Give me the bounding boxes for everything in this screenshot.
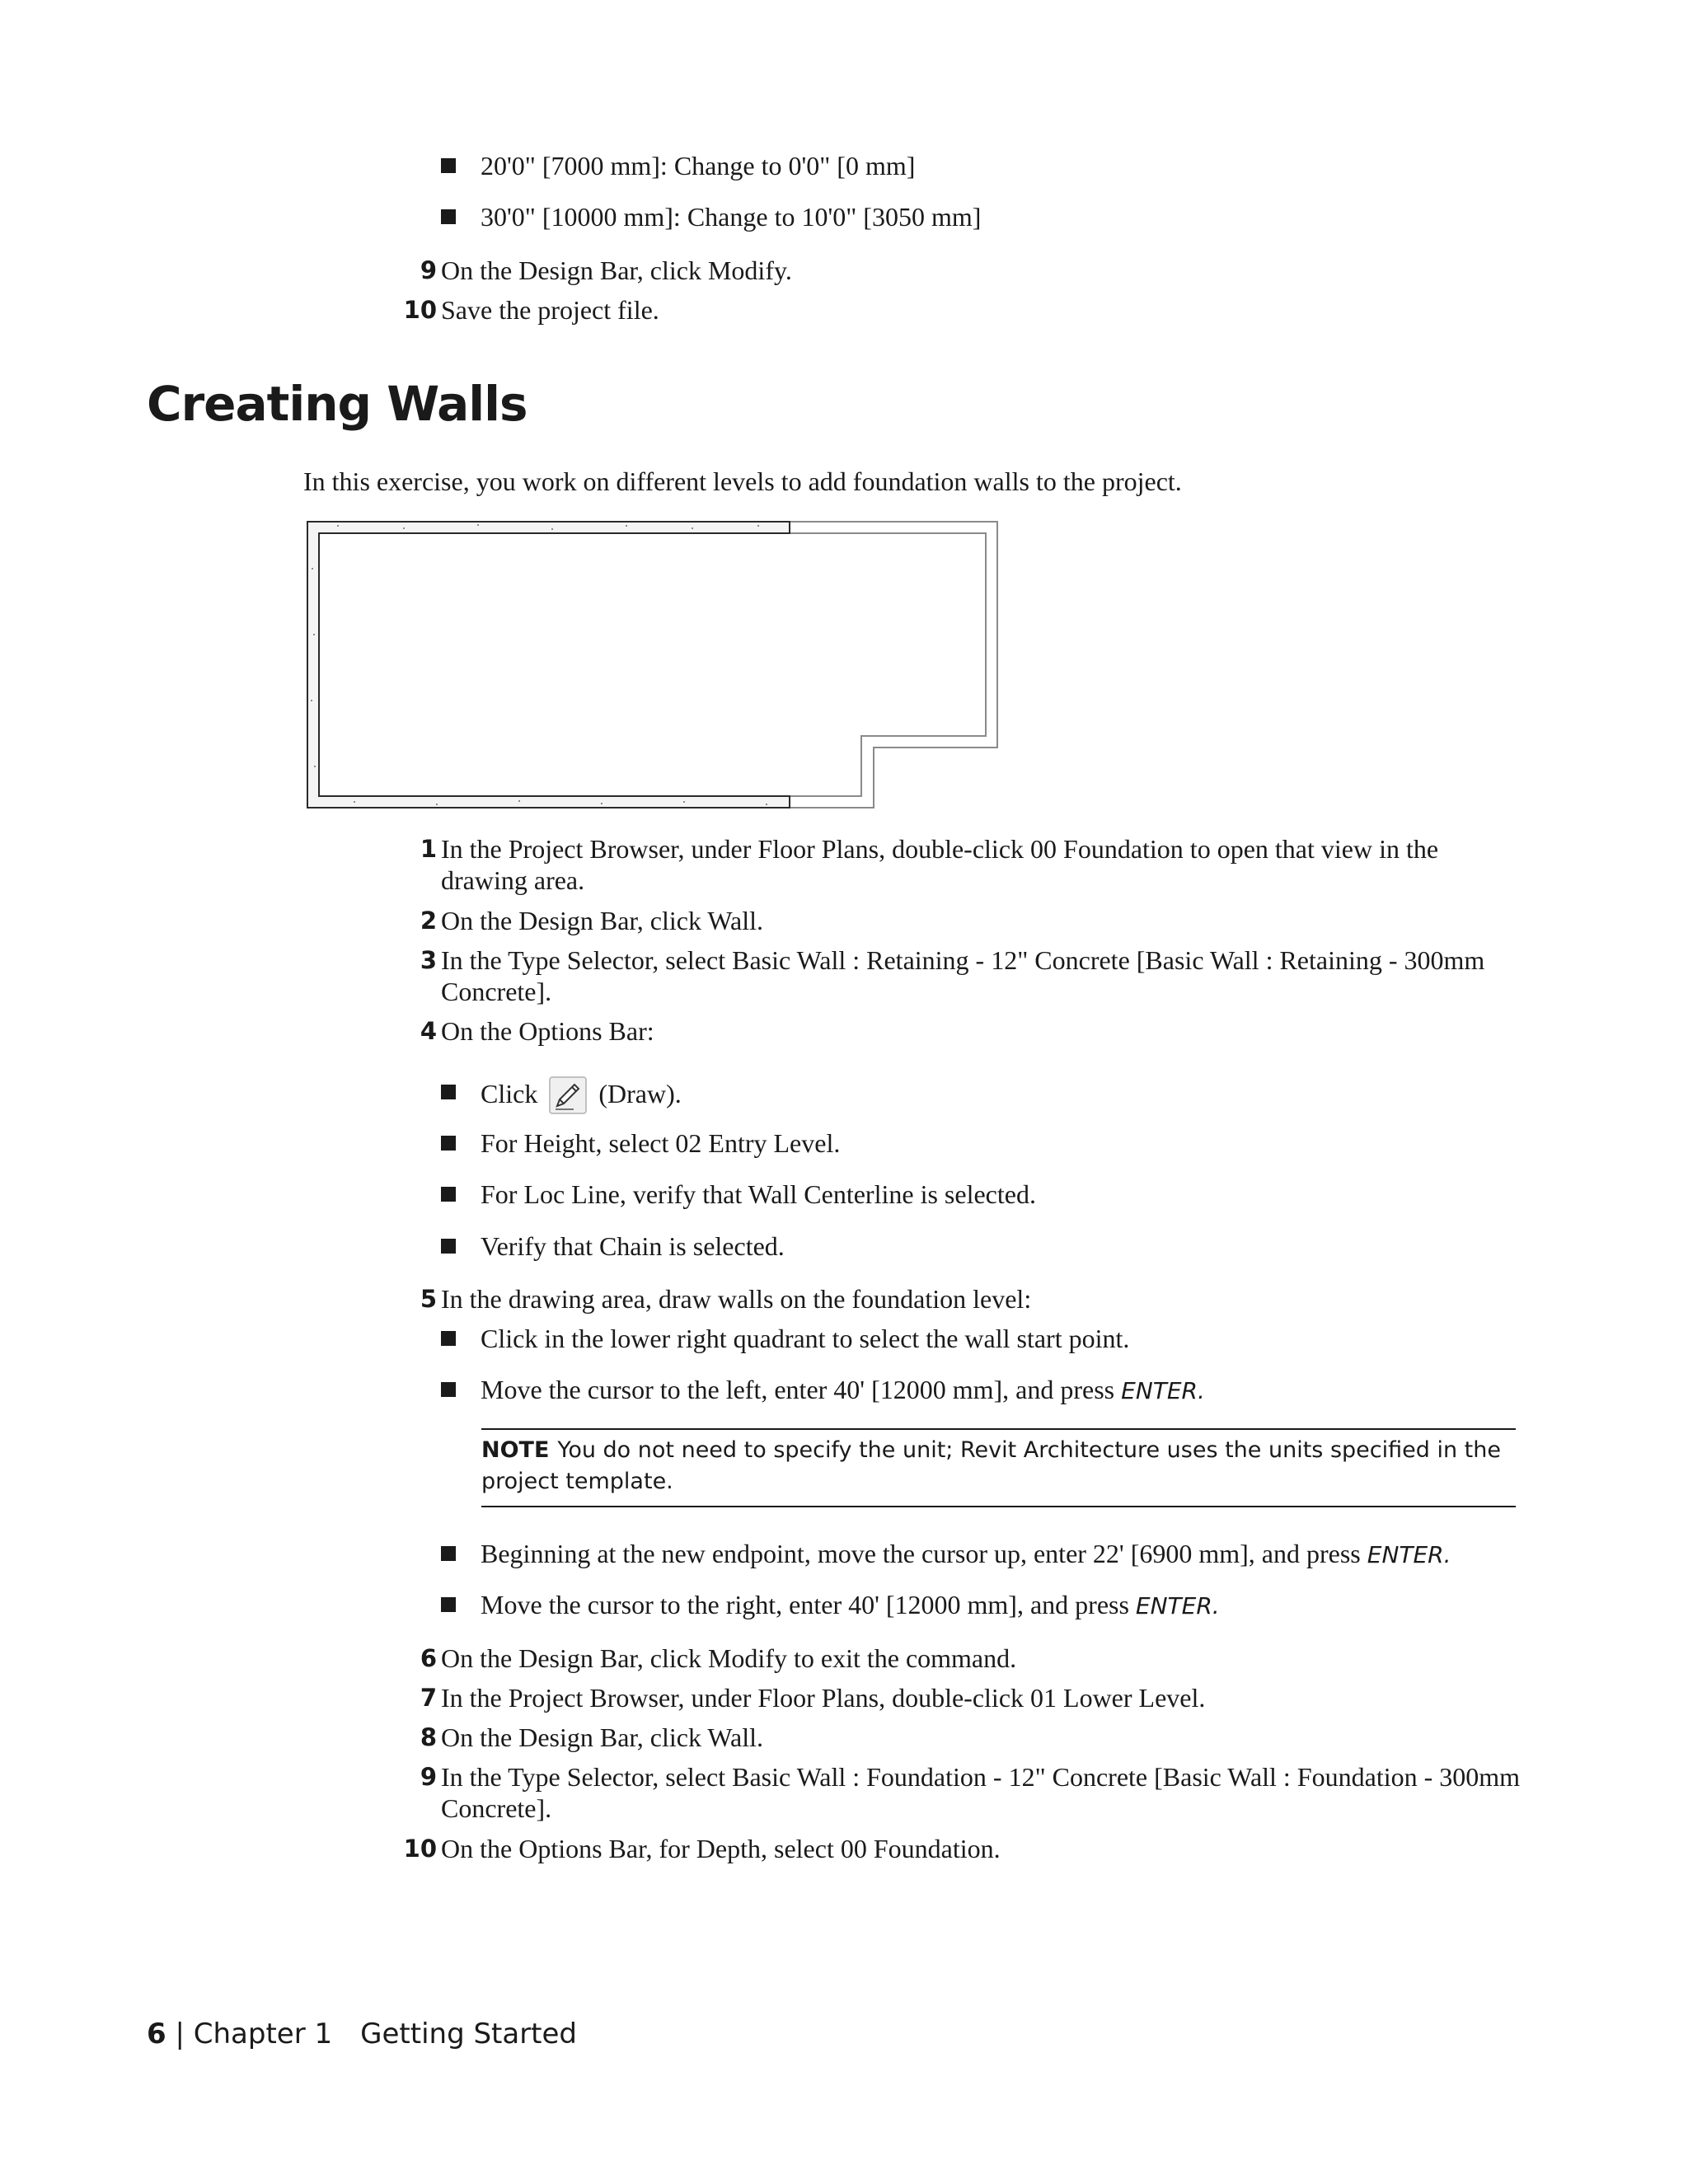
bullet-item xyxy=(441,1230,785,1262)
step-text: On the Options Bar: xyxy=(441,1016,654,1046)
step-number: 10 xyxy=(403,296,437,324)
bullet-item xyxy=(441,1374,1205,1407)
key-label: ENTER. xyxy=(1135,1592,1220,1619)
note-label: NOTE xyxy=(481,1437,550,1463)
step-number: 5 xyxy=(420,1285,437,1313)
chapter-label: Chapter 1 xyxy=(193,2018,333,2050)
pencil-icon xyxy=(549,1076,587,1114)
step-text: Save the project file. xyxy=(441,295,659,325)
concrete-hatch xyxy=(311,524,767,805)
step-text: On the Design Bar, click Wall. xyxy=(441,906,764,935)
bullet-item xyxy=(441,150,915,181)
bullet-text: Verify that Chain is selected. xyxy=(481,1231,785,1261)
step-text: In the Type Selector, select Basic Wall : Foundation - 12" Concrete [Basic Wall : Foundation - 300mm Concrete]. xyxy=(441,1762,1521,1823)
chapter-title: Getting Started xyxy=(360,2018,578,2050)
bullet-item xyxy=(441,1589,1220,1622)
bullet-marker xyxy=(441,1382,456,1397)
bullet-item xyxy=(441,1076,682,1114)
bullet-text xyxy=(481,1538,1451,1571)
footer-separator: | xyxy=(175,2018,185,2050)
step-text: In the Project Browser, under Floor Plans, double-click 01 Lower Level. xyxy=(441,1683,1206,1713)
step-text: On the Design Bar, click Modify to exit the command. xyxy=(441,1643,1017,1673)
bullet-marker xyxy=(441,1085,456,1099)
bullet-text-pre: Click xyxy=(481,1079,538,1108)
bullet-text: For Height, select 02 Entry Level. xyxy=(481,1128,841,1158)
bullet-marker xyxy=(441,1187,456,1202)
bullet-item xyxy=(441,1127,840,1159)
step-number: 2 xyxy=(420,907,437,935)
bullet-text: For Loc Line, verify that Wall Centerline is selected. xyxy=(481,1179,1036,1209)
step-number: 6 xyxy=(420,1644,437,1672)
step-number: 9 xyxy=(420,1763,437,1791)
bullet-text xyxy=(481,1374,1205,1407)
step-number: 8 xyxy=(420,1723,437,1751)
step-text: In the Type Selector, select Basic Wall : Retaining - 12" Concrete [Basic Wall : Retaining - 300mm Concrete]. xyxy=(441,945,1485,1006)
page-footer xyxy=(147,2016,577,2052)
bullet-text-main: Move the cursor to the right, enter 40' [12000 mm], and press xyxy=(481,1590,1136,1619)
foundation-wall-plan xyxy=(305,519,1006,812)
section-heading: Creating Walls xyxy=(147,376,528,432)
bullet-item xyxy=(441,201,981,232)
step-number: 4 xyxy=(420,1017,437,1045)
wall-outline-outer xyxy=(307,522,997,808)
step-number: 3 xyxy=(420,946,437,974)
section-intro: In this exercise, you work on different levels to add foundation walls to the project. xyxy=(303,466,1182,496)
bullet-item xyxy=(441,1538,1451,1571)
bullet-text-main: Move the cursor to the left, enter 40' [12000 mm], and press xyxy=(481,1375,1122,1404)
bullet-item xyxy=(441,1179,1036,1210)
note-text: You do not need to specify the unit; Revit Architecture uses the units specified in the project template. xyxy=(481,1437,1501,1494)
bullet-text xyxy=(481,1076,682,1114)
bullet-marker xyxy=(441,1136,456,1151)
bullet-marker xyxy=(441,209,456,224)
bullet-text: 20'0" [7000 mm]: Change to 0'0" [0 mm] xyxy=(481,151,916,180)
step-number: 10 xyxy=(403,1835,437,1863)
bullet-text-post: (Draw). xyxy=(598,1079,682,1108)
bullet-marker xyxy=(441,1597,456,1612)
wall-outline-inner xyxy=(319,533,986,796)
step-number: 7 xyxy=(420,1684,437,1712)
step-text: On the Design Bar, click Modify. xyxy=(441,255,792,285)
step-text: In the Project Browser, under Floor Plans, double-click 00 Foundation to open that view in the drawing area. xyxy=(441,834,1439,895)
page-number: 6 xyxy=(147,2018,166,2050)
bullet-marker xyxy=(441,1546,456,1561)
key-label: ENTER. xyxy=(1367,1541,1451,1568)
bullet-text xyxy=(481,1589,1220,1622)
bullet-marker xyxy=(441,1331,456,1346)
step-number: 1 xyxy=(420,835,437,863)
bullet-text-main: Beginning at the new endpoint, move the cursor up, enter 22' [6900 mm], and press xyxy=(481,1539,1367,1568)
concrete-wall-segments xyxy=(307,522,790,808)
bullet-marker xyxy=(441,1239,456,1254)
bullet-text: Click in the lower right quadrant to select the wall start point. xyxy=(481,1324,1130,1353)
note-box xyxy=(481,1428,1516,1507)
key-label: ENTER. xyxy=(1121,1377,1205,1404)
bullet-marker xyxy=(441,158,456,173)
step-text: In the drawing area, draw walls on the foundation level: xyxy=(441,1284,1032,1314)
bullet-text: 30'0" [10000 mm]: Change to 10'0" [3050 mm] xyxy=(481,202,982,232)
step-text: On the Options Bar, for Depth, select 00 Foundation. xyxy=(441,1834,1001,1863)
step-text: On the Design Bar, click Wall. xyxy=(441,1722,764,1752)
bullet-item xyxy=(441,1323,1129,1354)
step-number: 9 xyxy=(420,256,437,284)
